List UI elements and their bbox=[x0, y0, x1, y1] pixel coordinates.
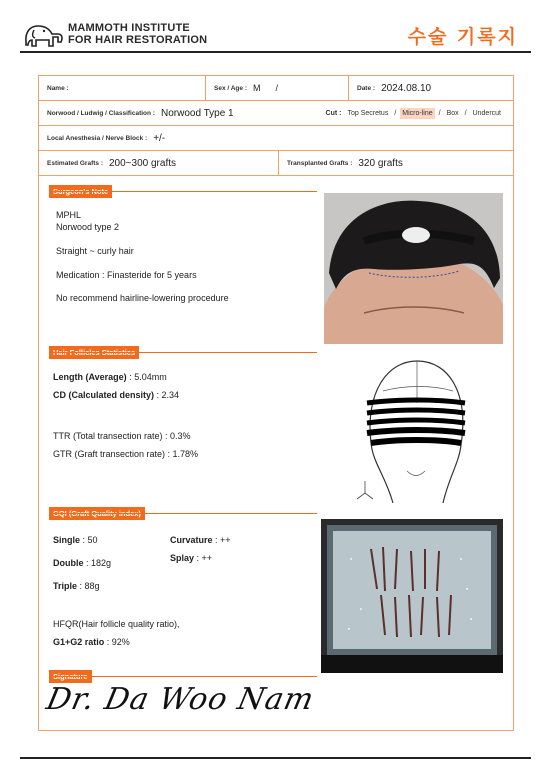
estimated-grafts-cell[interactable] bbox=[39, 151, 279, 175]
cut-option-undercut[interactable]: Undercut bbox=[472, 109, 501, 117]
name-label: Name : bbox=[47, 84, 69, 92]
cd-stat: CD (Calculated density) : 2.34 bbox=[53, 390, 180, 400]
transplanted-grafts-label: Transplanted Grafts : bbox=[287, 159, 353, 167]
transplanted-grafts-value: 320 grafts bbox=[358, 157, 403, 169]
note-line: Norwood type 2 bbox=[56, 222, 120, 232]
logo-line-2: FOR HAIR RESTORATION bbox=[68, 34, 208, 46]
triple-stat: Triple : 88g bbox=[53, 581, 100, 591]
surgeons-note-rule bbox=[49, 191, 317, 192]
surgery-record-card bbox=[38, 75, 514, 731]
anesthesia-cell[interactable] bbox=[39, 126, 165, 150]
curvature-stat: Curvature : ++ bbox=[170, 535, 231, 545]
anesthesia-label: Local Anesthesia / Nerve Block : bbox=[47, 134, 148, 142]
info-row-4 bbox=[39, 151, 513, 176]
anesthesia-value: +/- bbox=[153, 132, 166, 144]
footer-divider bbox=[20, 757, 531, 759]
page-header bbox=[0, 0, 553, 60]
head-donor-diagram bbox=[357, 353, 473, 503]
name-cell[interactable] bbox=[39, 76, 206, 100]
doctor-signature: Dr. Da Woo Nam bbox=[43, 682, 318, 717]
cut-option-top-secretus[interactable]: Top Secretus bbox=[347, 109, 389, 117]
logo-line-1: MAMMOTH INSTITUTE bbox=[68, 22, 190, 34]
classification-cell[interactable] bbox=[39, 101, 234, 125]
cut-options: Cut : Top Secretus / Micro-line / Box / Undercut bbox=[325, 109, 501, 117]
transplanted-grafts-cell[interactable] bbox=[279, 151, 513, 175]
cut-option-micro-line[interactable]: Micro-line bbox=[402, 109, 433, 117]
mammoth-icon bbox=[22, 20, 64, 48]
sex-age-value: M / bbox=[253, 83, 279, 93]
sex-age-cell[interactable] bbox=[206, 76, 349, 100]
note-line: Medication : Finasteride for 5 years bbox=[56, 270, 197, 280]
institute-logo bbox=[22, 20, 207, 48]
classification-value: Norwood Type 1 bbox=[160, 107, 234, 119]
date-label: Date : bbox=[357, 84, 376, 92]
length-stat: Length (Average) : 5.04mm bbox=[53, 372, 167, 382]
ttr-stat: TTR (Total transection rate) : 0.3% bbox=[53, 431, 191, 441]
estimated-grafts-value: 200~300 grafts bbox=[109, 157, 176, 169]
sex-age-label: Sex / Age : bbox=[214, 84, 247, 92]
graft-microscope-photo bbox=[321, 519, 503, 673]
hfqr-ratio-stat: G1+G2 ratio : 92% bbox=[53, 637, 130, 647]
info-row-3 bbox=[39, 126, 513, 151]
document-title: 수술 기록지 bbox=[407, 26, 518, 48]
double-stat: Double : 182g bbox=[53, 558, 112, 568]
cut-option-box[interactable]: Box bbox=[446, 109, 459, 117]
date-value: 2024.08.10 bbox=[381, 82, 432, 94]
patient-hairline-photo bbox=[324, 193, 503, 344]
gqi-rule bbox=[49, 513, 317, 514]
cut-label: Cut : bbox=[325, 109, 342, 117]
note-line: No recommend hairline-lowering procedure bbox=[56, 293, 229, 303]
follicle-stats-rule bbox=[49, 352, 317, 353]
gtr-stat: GTR (Graft transection rate) : 1.78% bbox=[53, 449, 199, 459]
signature-rule bbox=[49, 676, 317, 677]
hfqr-line: HFQR(Hair follicle quality ratio), bbox=[53, 619, 180, 629]
info-row-2 bbox=[39, 101, 513, 126]
single-stat: Single : 50 bbox=[53, 535, 98, 545]
date-cell[interactable] bbox=[349, 76, 513, 100]
splay-stat: Splay : ++ bbox=[170, 553, 213, 563]
note-line: MPHL bbox=[56, 210, 82, 220]
estimated-grafts-label: Estimated Grafts : bbox=[47, 159, 103, 167]
classification-label: Norwood / Ludwig / Classification : bbox=[47, 109, 155, 117]
header-divider bbox=[20, 51, 531, 53]
note-line: Straight ~ curly hair bbox=[56, 246, 134, 256]
info-row-1 bbox=[39, 76, 513, 101]
